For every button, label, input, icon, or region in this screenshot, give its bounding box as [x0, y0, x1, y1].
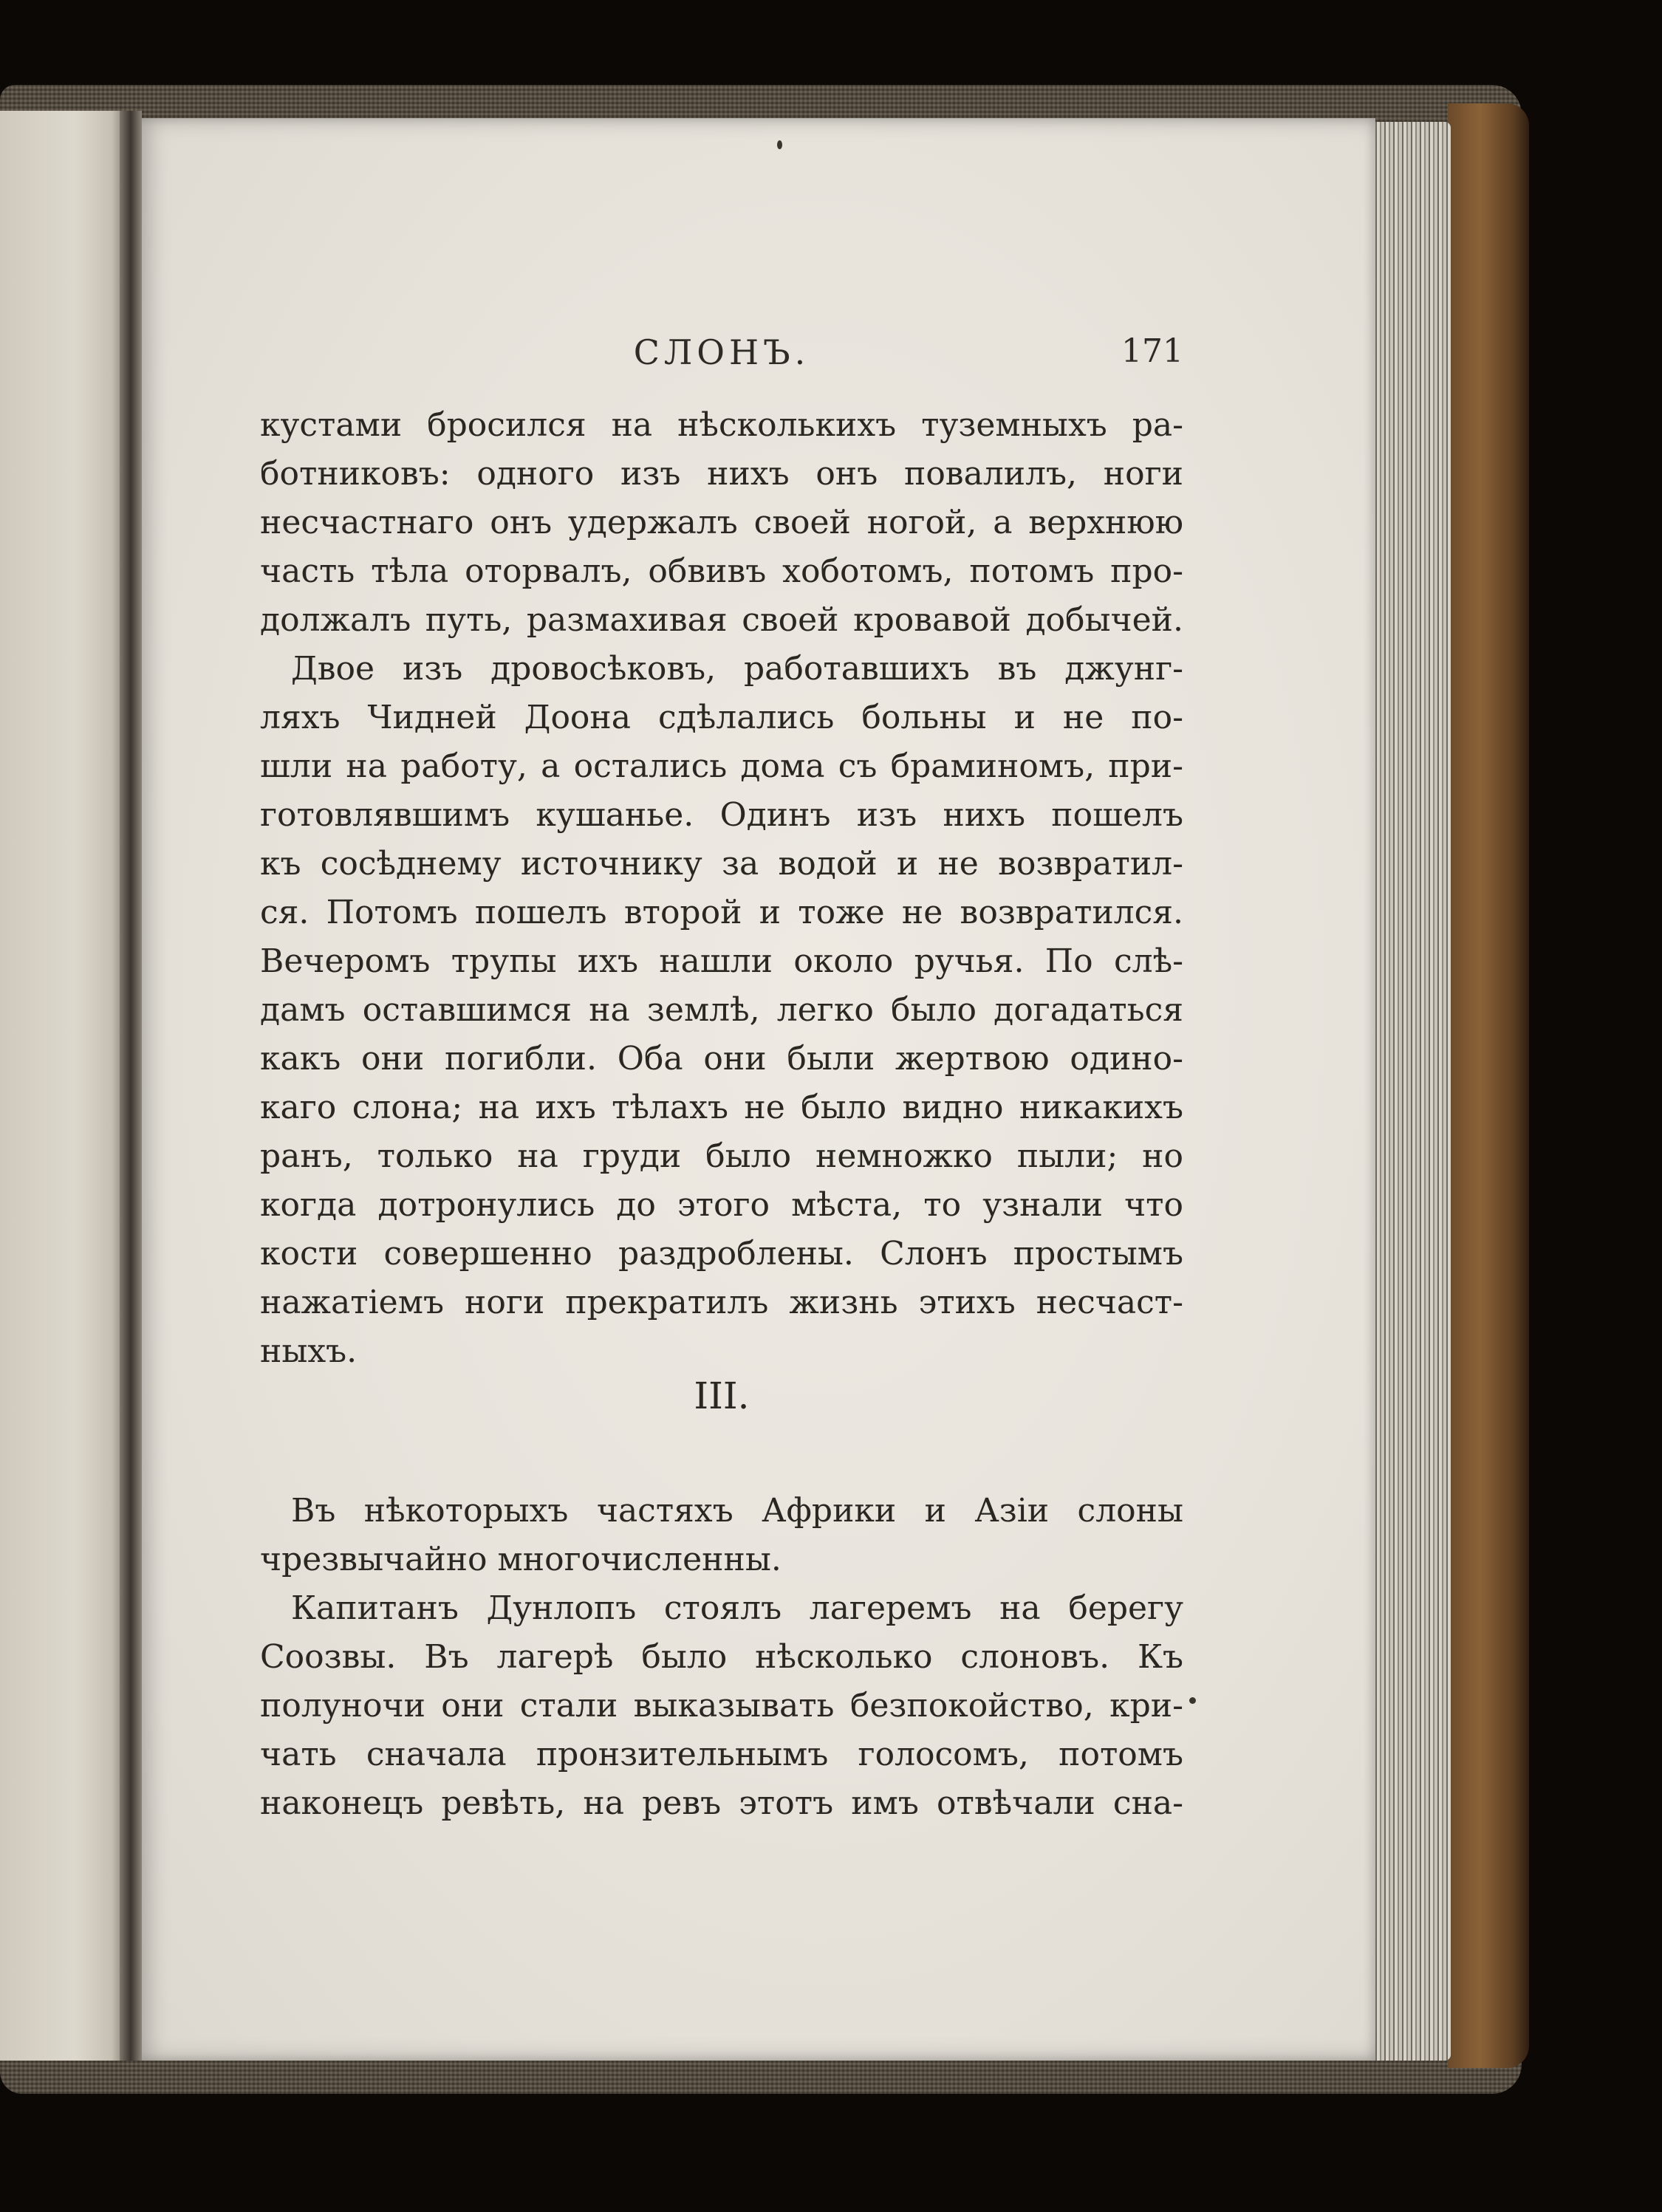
text-line: полуночи они стали выказывать безпокойство, кри-	[260, 1687, 1183, 1725]
gutter-shadow	[120, 111, 142, 2061]
text-line: каго слона; на ихъ тѣлахъ не было видно никакихъ	[260, 1089, 1183, 1126]
text-line: къ сосѣднему источнику за водой и не возвратил-	[260, 845, 1183, 883]
cover-board	[1448, 103, 1529, 2068]
text-line: ляхъ Чидней Доона сдѣлались больны и не по-	[260, 699, 1183, 736]
text-line: кустами бросился на нѣсколькихъ туземныхъ ра-	[260, 406, 1183, 444]
text-line: какъ они погибли. Оба они были жертвою одино-	[260, 1040, 1183, 1078]
paragraph-4	[260, 1584, 1183, 1828]
text-line: Вечеромъ трупы ихъ нашли около ручья. По слѣ-	[260, 942, 1183, 980]
text-line: Соозвы. Въ лагерѣ было нѣсколько слоновъ. Къ	[260, 1638, 1183, 1676]
paragraph-2	[260, 645, 1183, 1376]
text-line: ранъ, только на груди было немножко пыли; но	[260, 1137, 1183, 1175]
text-line: должалъ путь, размахивая своей кровавой добычей.	[260, 601, 1183, 639]
text-line: ботниковъ: одного изъ нихъ онъ повалилъ, ноги	[260, 455, 1183, 493]
text-line: несчастнаго онъ удержалъ своей ногой, а верхнюю	[260, 504, 1183, 541]
text-line: Двое изъ дровосѣковъ, работавшихъ въ джунг-	[291, 650, 1183, 688]
text-line: Капитанъ Дунлопъ стоялъ лагеремъ на берегу	[291, 1589, 1183, 1627]
section-heading: III.	[694, 1374, 750, 1417]
running-title: СЛОНЪ.	[633, 332, 810, 372]
text-line: ся. Потомъ пошелъ второй и тоже не возвратился.	[260, 894, 1183, 931]
text-line: шли на работу, а остались дома съ браминомъ, при-	[260, 747, 1183, 785]
page-header	[260, 332, 1183, 384]
section-heading-block	[260, 1370, 1183, 1422]
book-page	[134, 118, 1375, 2061]
page-edges	[1368, 122, 1451, 2061]
text-line: когда дотронулись до этого мѣста, то узнали что	[260, 1186, 1183, 1224]
text-line: кости совершенно раздроблены. Слонъ простымъ	[260, 1235, 1183, 1273]
ink-speck	[777, 140, 782, 149]
text-line: Въ нѣкоторыхъ частяхъ Африки и Азіи слоны	[291, 1492, 1183, 1530]
facing-page-edge	[0, 111, 124, 2061]
text-line: наконецъ ревѣть, на ревъ этотъ имъ отвѣчали сна-	[260, 1784, 1183, 1822]
page-number: 171	[1121, 332, 1183, 370]
ink-speck	[1189, 1697, 1196, 1704]
text-line: чать сначала пронзительнымъ голосомъ, потомъ	[260, 1736, 1183, 1773]
text-line: часть тѣла оторвалъ, обвивъ хоботомъ, потомъ про-	[260, 552, 1183, 590]
text-line: дамъ оставшимся на землѣ, легко было догадаться	[260, 991, 1183, 1029]
text-line: нажатіемъ ноги прекратилъ жизнь этихъ несчаст-	[260, 1284, 1183, 1321]
paragraph-3	[260, 1487, 1183, 1584]
text-line: чрезвычайно многочисленны.	[260, 1541, 782, 1578]
text-line: готовлявшимъ кушанье. Одинъ изъ нихъ пошелъ	[260, 796, 1183, 834]
paragraph-1	[260, 401, 1183, 645]
text-line: ныхъ.	[260, 1332, 358, 1370]
